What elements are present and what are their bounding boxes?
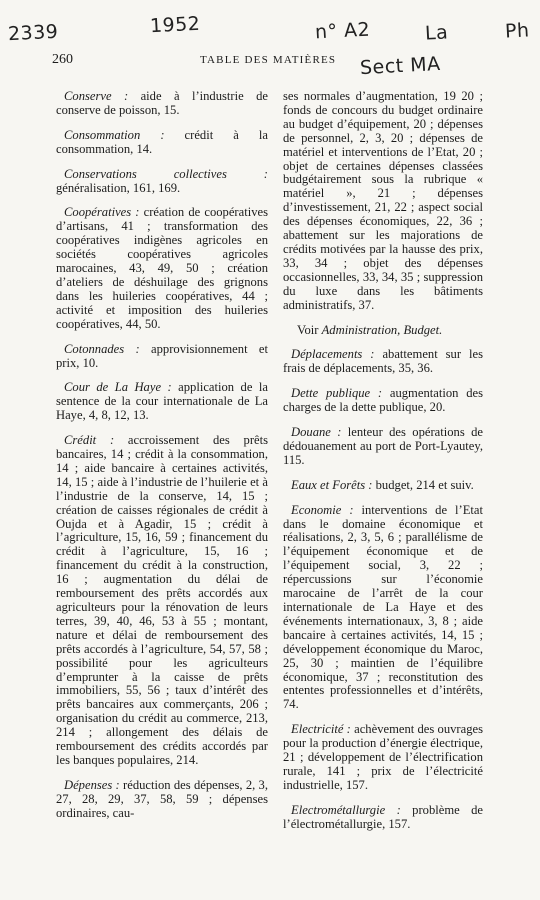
index-text: achèvement des ouvrages pour la production d’énergie électrique, 21 ; développement de l’électrification rurale, 141 ; prix de l’électricité industrielle, 157.	[283, 722, 483, 792]
index-text: lenteur des opérations de dédouanement au port de Port-Lyautey, 115.	[283, 425, 483, 467]
index-term: Dépenses :	[64, 777, 120, 792]
index-term: Eaux et Forêts :	[291, 477, 373, 492]
running-head-title: TABLE DES MATIÈRES	[200, 54, 337, 66]
handwritten-issue: n° A2	[314, 18, 371, 44]
handwritten-section: Sect MA	[359, 52, 442, 80]
index-entry	[283, 479, 483, 493]
index-term: Déplacements :	[291, 347, 375, 362]
index-text: réduction des dépenses, 2, 3, 27, 28, 29, 37, 58, 59 ; dépenses ordinaires, cau-	[56, 777, 269, 820]
index-text: aide à l’industrie de conserve de poisson, 15.	[56, 89, 268, 117]
continued-entry-text: ses normales d’augmentation, 19 20 ; fonds de concours du budget ordinaire au budget d’équipement, 20 ; dépenses de personnel, 2, 3, 20 ; dépenses de matériel et interventions de l’Etat, 20 ; objet de certaines dépenses classées budgétairement sous la rubrique « matériel », 21 ; dépenses d’investissement, 21, 22 ; aspect social des dépenses économiques, 22, 36 ; abattement sur les majorations de crédits motivées par la hausse des prix, 33, 34 ; objet des dépenses occasionnelles, 33, 34, 35 ; suppression du luxe dans les bâtiments administratifs, 37.	[283, 89, 483, 312]
see-also-line	[283, 324, 483, 338]
index-entry	[56, 90, 268, 118]
see-also-reference: Administration, Budget.	[321, 322, 443, 337]
index-entry	[56, 343, 268, 371]
index-text: problème de l’électrométallurgie, 157.	[283, 802, 483, 831]
index-text: approvisionnement et prix, 10.	[56, 341, 268, 370]
index-entry	[56, 129, 268, 157]
see-also-prefix: Voir	[297, 322, 322, 337]
index-term: Coopératives :	[64, 205, 140, 220]
index-term: Cour de La Haye :	[64, 380, 172, 395]
index-entry	[56, 779, 268, 821]
index-entry	[283, 723, 483, 793]
index-entry	[56, 381, 268, 423]
left-column	[56, 90, 268, 832]
index-term: Douane :	[291, 425, 342, 440]
index-entry	[56, 206, 268, 331]
index-entry	[283, 804, 483, 832]
handwritten-number: 2339	[7, 20, 59, 46]
index-entry	[283, 387, 483, 415]
handwritten-word: La	[424, 21, 449, 45]
index-text: généralisation, 161, 169.	[56, 180, 181, 195]
index-text: augmentation des charges de la dette publique, 20.	[283, 386, 483, 415]
index-entry	[56, 434, 268, 768]
index-entry	[56, 168, 268, 196]
index-entry	[283, 504, 483, 713]
index-term: Electrométallurgie :	[291, 802, 401, 817]
index-entry	[283, 348, 483, 376]
index-text: budget, 214 et suiv.	[372, 477, 474, 492]
index-text: application de la sentence de la cour internationale de La Haye, 4, 8, 12, 13.	[56, 380, 268, 423]
index-text: interventions de l’Etat dans le domaine économique et réalisations, 2, 3, 5, 6 ; parallélisme de l’équipement économique et de l’équipement social, 3, 22 ; répercussions sur l’économie marocaine de l’arrêt de la cour internationale de La Haye et des événements internationaux, 3, 8 ; aide bancaire à certaines activités, 14, 15 ; développement économique du Maroc, 25, 30 ; maintien de l’équilibre économique, 37 ; reconstitution des ententes professionnelles et d’intérêts, 74.	[283, 502, 484, 712]
page-number: 260	[52, 52, 73, 67]
index-term: Electricité :	[291, 722, 351, 737]
index-text: crédit à la consommation, 14.	[56, 127, 268, 156]
index-term: Conservations collectives :	[64, 166, 268, 181]
index-term: Economie :	[291, 502, 354, 517]
index-term: Crédit :	[64, 433, 115, 448]
index-term: Conserve :	[64, 89, 129, 103]
index-term: Dette publique :	[291, 386, 383, 401]
index-text: création de coopératives d’artisans, 41 ; transformation des coopératives indigènes agricoles en sociétés coopératives agricoles marocaines, 43, 49, 50 ; création d’ateliers de déshuilage des grignons dans les huileries coopératives, 44 ; activité et imposition des huileries coopératives, 44, 50.	[56, 205, 269, 331]
index-text: accroissement des prêts bancaires, 14 ; crédit à la consommation, 14 ; aide bancaire à certaines activités, 14, 15 ; aide à l’industrie de l’huilerie et à l’industrie de la conserve, 14, 15 ; création de caisses régionales de crédit à Oujda et à Agadir, 15 ; crédit à l’agriculture, 15, 16, 59 ; financement du crédit à l’agriculture, 15, 16 ; financement du crédit à la construction, 16 ; augmentation du délai de remboursement des prêts accordés aux agriculteurs pour la rénovation de leurs terres, 39, 40, 46, 53 à 55 ; montant, nature et délai de remboursement des prêts accordés à l’agriculture, 54, 57, 58 ; possibilité pour les agriculteurs d’emprunter à la caisse de prêts immobiliers, 55, 56 ; taux d’intérêt des prêts bancaires aux commerçants, 206 ; organisation du crédit au commerce, 213, 214 ; allongement des délais de remboursement des crédits accordés par les banques populaires, 214.	[56, 433, 269, 767]
handwritten-year: 1952	[149, 12, 201, 38]
right-column	[283, 90, 483, 843]
index-text: abattement sur les frais de déplacements, 35, 36.	[283, 347, 483, 376]
index-term: Cotonnades :	[64, 341, 140, 356]
index-term: Consommation :	[64, 127, 165, 142]
index-entry	[283, 426, 483, 468]
handwritten-word-2: Ph	[504, 19, 531, 43]
